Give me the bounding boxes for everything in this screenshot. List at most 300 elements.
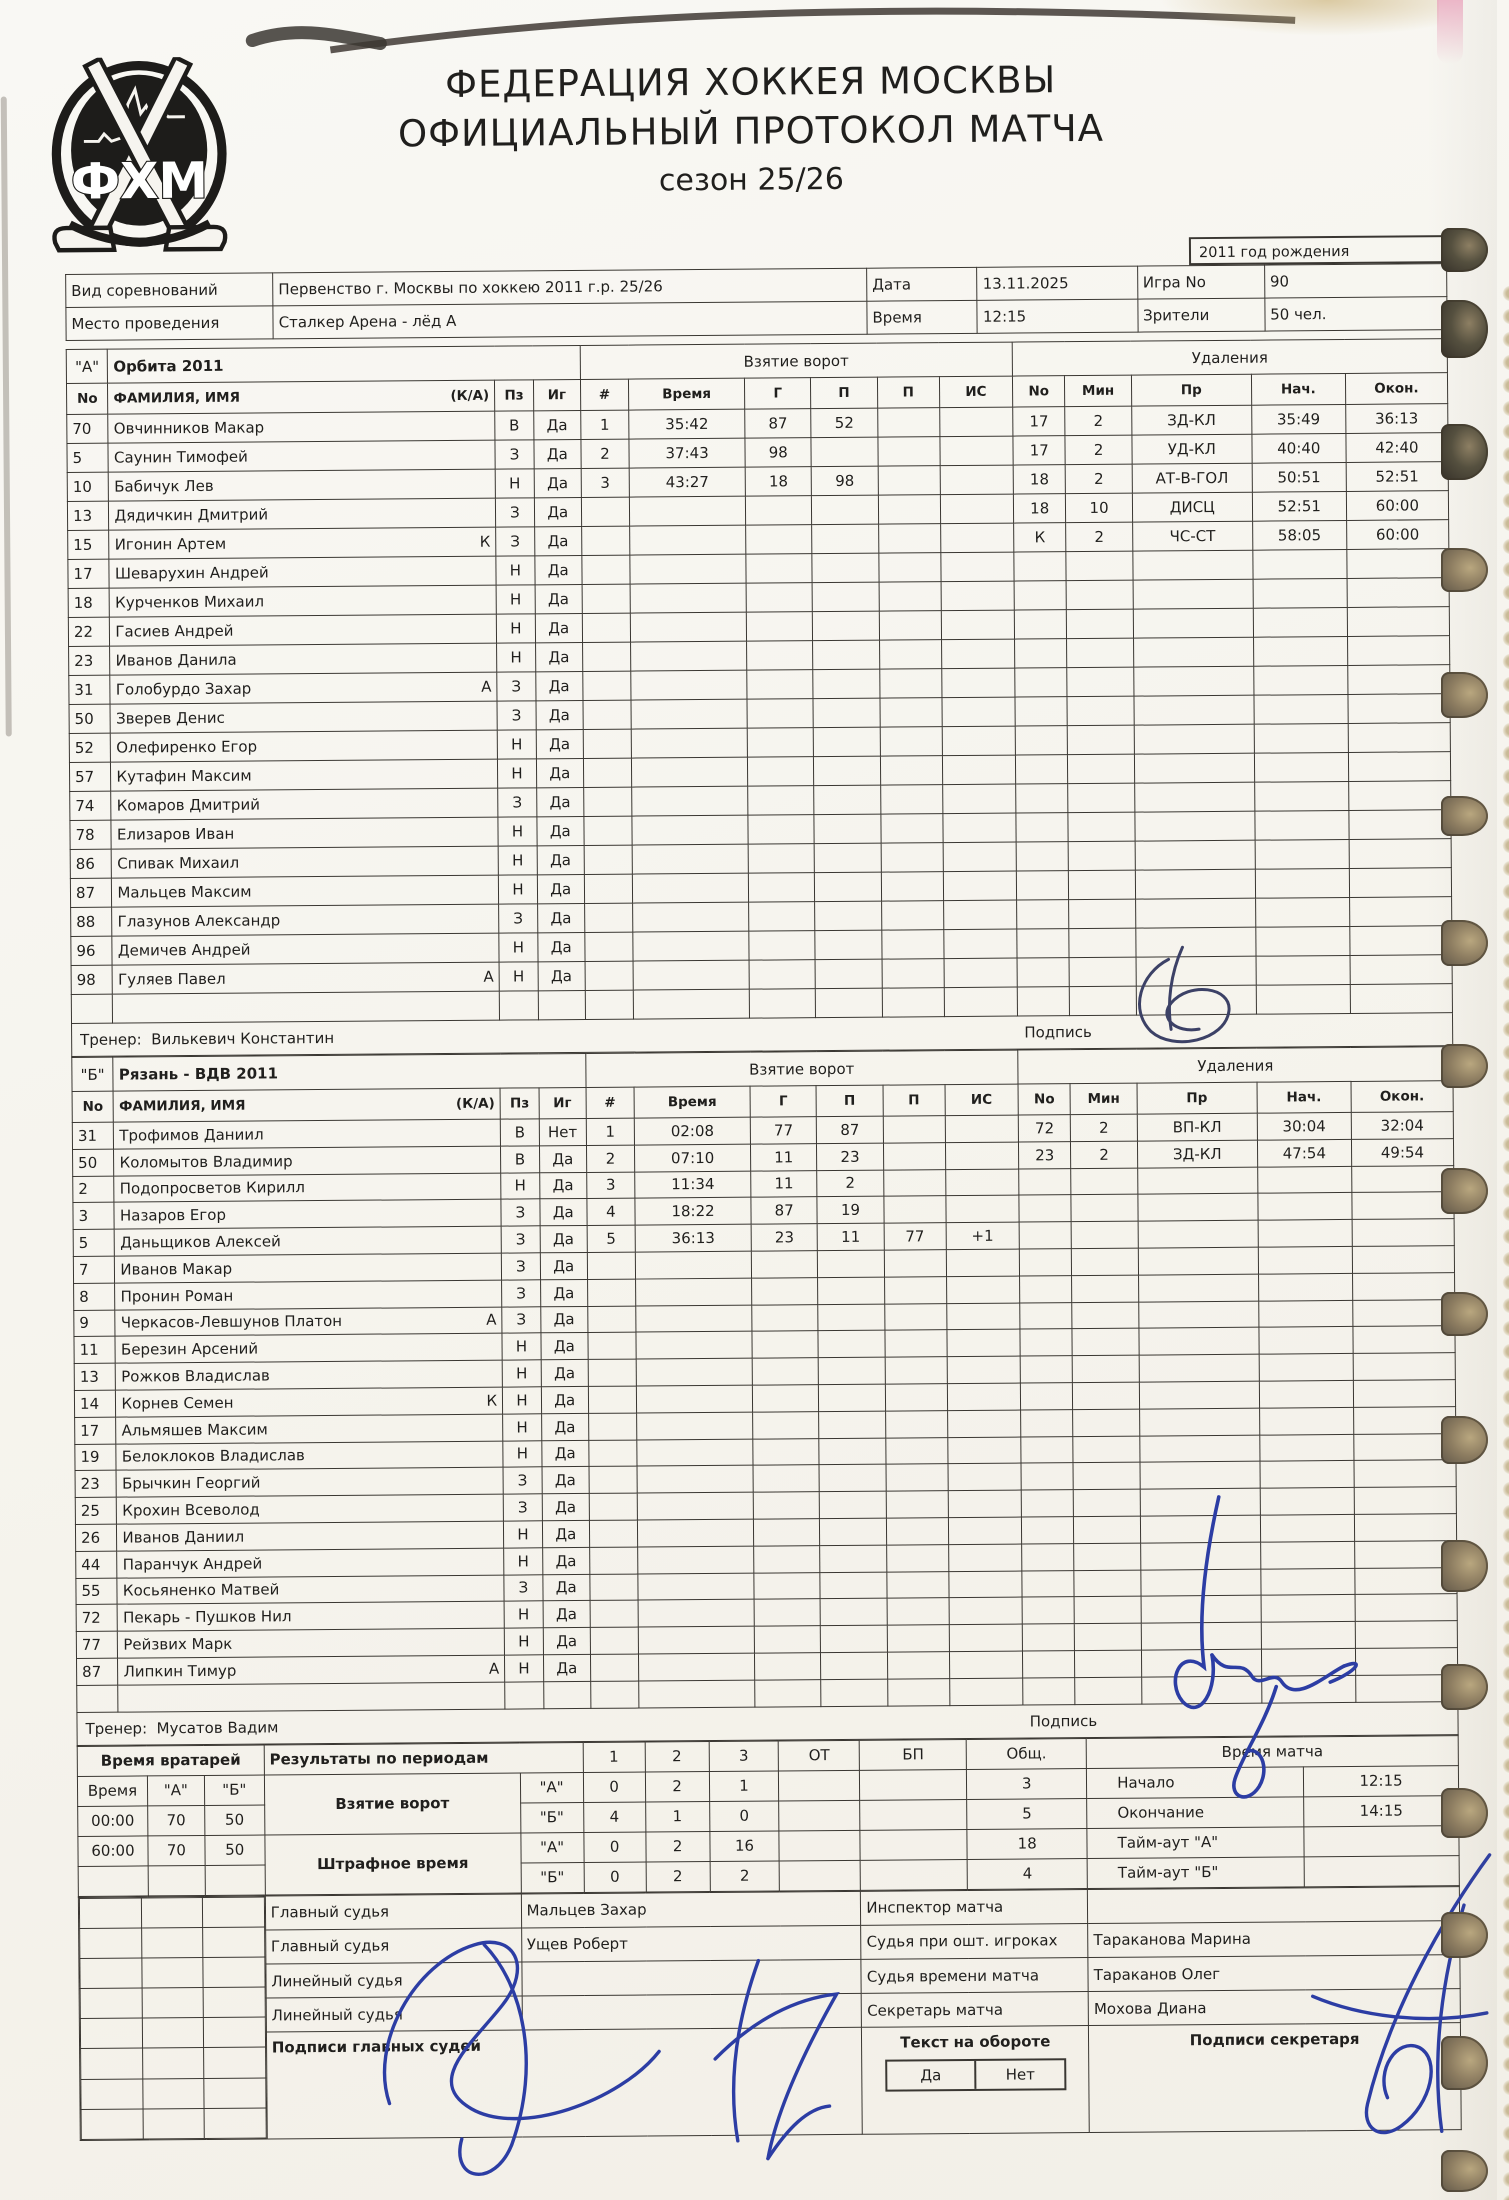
pen-end: 52:51 bbox=[1346, 462, 1448, 492]
goal-assist2 bbox=[880, 756, 942, 785]
player-name bbox=[110, 643, 497, 675]
player-pos: Н bbox=[504, 1601, 543, 1628]
time-label: Время bbox=[867, 300, 978, 334]
goal-scorer bbox=[748, 815, 815, 845]
pen-min: 2 bbox=[1066, 522, 1133, 552]
goal-scorer: 87 bbox=[745, 409, 812, 439]
player-played: Да bbox=[536, 758, 583, 787]
goal-assist1: 98 bbox=[811, 466, 878, 496]
player-no: 98 bbox=[71, 965, 113, 994]
player-name-text: Корнев Семен bbox=[121, 1393, 234, 1413]
goal-is bbox=[948, 1437, 1021, 1464]
pen-code bbox=[1133, 637, 1253, 667]
player-played: Да bbox=[542, 1520, 589, 1547]
goal-time bbox=[633, 931, 749, 961]
pen-code bbox=[1141, 1676, 1261, 1704]
goal-time bbox=[638, 1546, 754, 1574]
player-name-text: Черкасов-Левшунов Платон bbox=[120, 1312, 343, 1333]
pen-no: 18 bbox=[1013, 465, 1066, 494]
pen-code: ВП-КЛ bbox=[1137, 1113, 1257, 1141]
empty-mini-row bbox=[80, 1957, 265, 1989]
goal-assist1 bbox=[813, 611, 880, 641]
goal-assist2 bbox=[884, 1196, 946, 1223]
results-summary-table bbox=[77, 1735, 1460, 1897]
player-no: 50 bbox=[69, 704, 111, 733]
empty-mini-cell bbox=[141, 1957, 203, 1988]
player-pos: В bbox=[501, 1146, 540, 1173]
goal-time bbox=[638, 1573, 754, 1601]
player-name bbox=[110, 672, 497, 704]
player-pos: Н bbox=[498, 846, 537, 875]
pen-min bbox=[1066, 551, 1133, 581]
player-no: 26 bbox=[75, 1524, 117, 1551]
empty-mini-row bbox=[80, 1927, 265, 1959]
pen-b-p3: 2 bbox=[710, 1860, 780, 1891]
goal-num bbox=[587, 1252, 636, 1279]
player-name-text: Саунин Тимофей bbox=[113, 447, 248, 467]
goal-time bbox=[635, 1251, 751, 1279]
goal-time bbox=[639, 1653, 755, 1681]
col-no: No bbox=[66, 383, 108, 414]
goal-assist1: 11 bbox=[817, 1223, 883, 1250]
goal-scorer bbox=[745, 496, 812, 526]
goal-assist2 bbox=[879, 582, 941, 611]
pen-code: ЗД-КЛ bbox=[1131, 405, 1251, 435]
player-played: Да bbox=[540, 1226, 587, 1253]
goal-assist2 bbox=[880, 698, 942, 727]
pen-start bbox=[1254, 752, 1348, 782]
player-name bbox=[117, 1575, 504, 1605]
player-no: 7 bbox=[73, 1256, 115, 1283]
goal-assist2 bbox=[885, 1357, 947, 1384]
goal-time bbox=[631, 670, 747, 700]
goal-assist1: 52 bbox=[811, 408, 878, 438]
goal-scorer bbox=[754, 1545, 820, 1572]
pen-code bbox=[1139, 1328, 1259, 1356]
player-played: Да bbox=[541, 1333, 588, 1360]
goal-is bbox=[943, 871, 1016, 901]
pen-no bbox=[1016, 871, 1069, 900]
player-no: 17 bbox=[68, 559, 110, 588]
player-name-text: Брычкин Георгий bbox=[121, 1473, 261, 1493]
goal-scorer bbox=[748, 786, 815, 816]
goal-scorer bbox=[747, 699, 814, 729]
corner-smudge-artifact bbox=[1159, 0, 1439, 36]
empty-mini-cell bbox=[80, 1928, 142, 1959]
goalie-a-3 bbox=[148, 1865, 205, 1895]
document-header bbox=[300, 55, 1201, 203]
player-pos bbox=[505, 1682, 544, 1709]
pen-code bbox=[1139, 1408, 1259, 1436]
player-name bbox=[115, 1307, 502, 1337]
goal-scorer bbox=[746, 554, 813, 584]
pen-a-p3: 16 bbox=[709, 1830, 779, 1861]
player-played: Да bbox=[538, 961, 585, 990]
player-pos: З bbox=[497, 701, 536, 730]
player-name bbox=[112, 962, 499, 994]
goal-time: 07:10 bbox=[635, 1144, 751, 1172]
goal-num: 3 bbox=[586, 1172, 635, 1199]
pen-min bbox=[1074, 1516, 1140, 1543]
goal-is bbox=[941, 610, 1014, 640]
goal-scorer bbox=[747, 728, 814, 758]
player-played: Да bbox=[534, 497, 581, 526]
pen-no bbox=[1021, 1517, 1074, 1544]
goal-assist1: 19 bbox=[817, 1197, 883, 1224]
pen-a-total: 18 bbox=[967, 1828, 1087, 1859]
goal-is bbox=[939, 407, 1012, 437]
player-played: Да bbox=[536, 787, 583, 816]
player-played: Да bbox=[541, 1306, 588, 1333]
player-name-text: Подопросветов Кирилл bbox=[119, 1178, 306, 1199]
pen-min bbox=[1073, 1355, 1139, 1382]
player-played: Да bbox=[535, 613, 582, 642]
pen-min: 2 bbox=[1071, 1114, 1137, 1141]
player-played: Да bbox=[543, 1601, 590, 1628]
goal-assist2 bbox=[881, 930, 943, 959]
goal-assist1 bbox=[812, 553, 879, 583]
pen-min bbox=[1068, 754, 1135, 784]
pen-min bbox=[1068, 783, 1135, 813]
goal-time bbox=[638, 1599, 754, 1627]
player-no: 9 bbox=[74, 1310, 116, 1337]
goals-a-p1: 0 bbox=[583, 1772, 645, 1802]
col-p2: П bbox=[883, 1085, 945, 1116]
player-pos: З bbox=[502, 1280, 541, 1307]
goal-assist1 bbox=[821, 1679, 887, 1706]
goal-assist2 bbox=[886, 1464, 948, 1491]
pen-no bbox=[1015, 668, 1068, 697]
pen-code bbox=[1135, 898, 1255, 928]
goal-num: 1 bbox=[586, 1118, 635, 1145]
federation-title: ФЕДЕРАЦИЯ ХОККЕЯ МОСКВЫ bbox=[444, 58, 1057, 107]
pen-start bbox=[1261, 1648, 1355, 1676]
player-name bbox=[109, 469, 496, 501]
goal-num bbox=[582, 584, 631, 613]
pen-min bbox=[1072, 1275, 1138, 1302]
goal-scorer bbox=[747, 757, 814, 787]
pen-a-p2: 2 bbox=[645, 1831, 709, 1862]
pen-no bbox=[1022, 1543, 1075, 1570]
spectators-label: Зрители bbox=[1137, 298, 1264, 332]
goal-assist2 bbox=[885, 1384, 947, 1411]
goal-time bbox=[637, 1492, 753, 1520]
col-pend: Окон. bbox=[1345, 373, 1448, 405]
goal-assist2 bbox=[877, 408, 939, 437]
goal-assist2 bbox=[887, 1625, 949, 1652]
player-pos: З bbox=[501, 1226, 540, 1253]
player-name-text: Рожков Владислав bbox=[121, 1366, 270, 1386]
player-no: 3 bbox=[73, 1203, 115, 1230]
pen-min bbox=[1069, 899, 1136, 929]
goalie-b-col-header: "Б" bbox=[204, 1775, 264, 1805]
goal-time bbox=[636, 1332, 752, 1360]
goal-is bbox=[946, 1276, 1019, 1303]
player-played: Нет bbox=[539, 1118, 586, 1145]
goal-assist1 bbox=[811, 437, 878, 467]
goal-assist1 bbox=[820, 1545, 886, 1572]
player-pos: Н bbox=[495, 469, 534, 498]
player-name bbox=[117, 1548, 504, 1578]
player-ka-mark: А bbox=[486, 1311, 497, 1330]
goals-b-so bbox=[860, 1799, 967, 1830]
pen-no bbox=[1019, 1222, 1072, 1249]
player-name-text: Иванов Даниил bbox=[122, 1527, 245, 1547]
goals-section-header: Взятие ворот bbox=[585, 1050, 1017, 1087]
pen-code bbox=[1139, 1381, 1259, 1409]
goal-time bbox=[632, 844, 748, 874]
player-no: 70 bbox=[67, 414, 109, 443]
team-name: Орбита 2011 bbox=[108, 345, 581, 383]
goal-time bbox=[638, 1626, 754, 1654]
pen-start: 58:05 bbox=[1252, 520, 1346, 550]
col-name bbox=[113, 1088, 500, 1122]
goal-time bbox=[630, 525, 746, 555]
goals-b-total: 5 bbox=[967, 1798, 1087, 1829]
player-name-text: Белоклоков Владислав bbox=[121, 1446, 305, 1467]
pen-start bbox=[1254, 781, 1348, 811]
goal-num bbox=[587, 1306, 636, 1333]
goal-assist2 bbox=[881, 872, 943, 901]
player-name bbox=[110, 585, 497, 617]
pen-start bbox=[1261, 1595, 1355, 1623]
pen-min bbox=[1070, 986, 1137, 1016]
player-pos: Н bbox=[501, 1172, 540, 1199]
pen-min bbox=[1069, 870, 1136, 900]
goal-is bbox=[944, 987, 1017, 1017]
logo-text: ФХМ bbox=[70, 151, 209, 211]
goal-assist1 bbox=[814, 843, 881, 873]
goal-num bbox=[582, 642, 631, 671]
goal-num bbox=[589, 1547, 638, 1574]
goal-assist2 bbox=[883, 1116, 945, 1143]
goal-assist1 bbox=[812, 495, 879, 525]
player-name-text: Кутафин Максим bbox=[116, 766, 252, 786]
birth-year-note: 2011 год рождения bbox=[1189, 235, 1447, 265]
pen-start: 52:51 bbox=[1252, 491, 1346, 521]
empty-mini-cell bbox=[203, 2017, 265, 2048]
goal-num bbox=[583, 729, 632, 758]
player-pos: Н bbox=[502, 1360, 541, 1387]
timeout-b-label: Тайм-аут "Б" bbox=[1087, 1856, 1304, 1888]
pen-start: 40:40 bbox=[1252, 433, 1346, 463]
player-name-text: Елизаров Иван bbox=[116, 824, 235, 844]
pen-start: 50:51 bbox=[1252, 462, 1346, 492]
goal-num bbox=[590, 1627, 639, 1654]
pen-code bbox=[1138, 1194, 1258, 1222]
player-name-text: Зверев Денис bbox=[115, 708, 225, 728]
pen-min bbox=[1075, 1623, 1141, 1650]
yes-option: Да bbox=[887, 2061, 977, 2090]
goal-num bbox=[585, 961, 634, 990]
empty-mini-cell bbox=[203, 1987, 265, 2018]
player-no: 10 bbox=[67, 472, 109, 501]
goal-scorer: 77 bbox=[750, 1117, 816, 1144]
pen-code bbox=[1141, 1569, 1261, 1597]
player-played: Да bbox=[534, 468, 581, 497]
goal-scorer: 11 bbox=[751, 1170, 817, 1197]
player-played: Да bbox=[543, 1574, 590, 1601]
empty-mini-row bbox=[81, 2078, 266, 2110]
player-pos: З bbox=[496, 527, 535, 556]
empty-mini-row bbox=[81, 2108, 266, 2140]
team-code: "Б" bbox=[72, 1057, 114, 1091]
goal-scorer: 87 bbox=[751, 1197, 817, 1224]
period-2-header: 2 bbox=[645, 1741, 709, 1772]
goal-assist2 bbox=[880, 785, 942, 814]
start-label: Начало bbox=[1087, 1766, 1304, 1798]
goal-is bbox=[942, 755, 1015, 785]
pen-code bbox=[1138, 1247, 1258, 1275]
pen-end: 49:54 bbox=[1351, 1138, 1453, 1166]
pen-start bbox=[1256, 926, 1350, 956]
goal-time: 18:22 bbox=[635, 1198, 751, 1226]
time-value: 12:15 bbox=[977, 299, 1137, 333]
pen-no bbox=[1014, 610, 1067, 639]
goal-time bbox=[629, 496, 745, 526]
goalie-times-header: Время вратарей bbox=[77, 1745, 264, 1776]
pen-start bbox=[1259, 1327, 1353, 1355]
player-played: Да bbox=[536, 671, 583, 700]
empty-mini-cell bbox=[81, 2109, 143, 2140]
col-ig: Иг bbox=[533, 379, 580, 410]
player-name-text: Березин Арсений bbox=[120, 1339, 259, 1359]
pen-start bbox=[1261, 1568, 1355, 1596]
goal-time bbox=[631, 699, 747, 729]
coach-a-signature-label: Подпись bbox=[1024, 1022, 1092, 1042]
goal-assist1 bbox=[820, 1491, 886, 1518]
empty-mini-cell bbox=[80, 2018, 142, 2049]
col-pno: No bbox=[1012, 376, 1065, 407]
col-pmin: Мин bbox=[1070, 1083, 1137, 1115]
goal-assist1 bbox=[813, 669, 880, 699]
goal-assist2 bbox=[885, 1437, 947, 1464]
goalie-b-1: 50 bbox=[204, 1805, 264, 1835]
pen-start bbox=[1255, 810, 1349, 840]
goals-by-period-label: Взятие ворот bbox=[264, 1773, 520, 1835]
goal-time bbox=[637, 1412, 753, 1440]
pen-start bbox=[1258, 1273, 1352, 1301]
goal-assist1 bbox=[820, 1572, 886, 1599]
pen-start bbox=[1260, 1541, 1354, 1569]
competition-value: Первенство г. Москвы по хоккею 2011 г.р. 25/26 bbox=[273, 268, 867, 306]
player-name bbox=[114, 1119, 501, 1149]
player-played: Да bbox=[541, 1413, 588, 1440]
player-no bbox=[71, 994, 113, 1023]
player-pos: З bbox=[495, 440, 534, 469]
player-name-text: Паранчук Андрей bbox=[122, 1554, 263, 1574]
goal-time bbox=[630, 583, 746, 613]
pen-start bbox=[1259, 1380, 1353, 1408]
goal-scorer bbox=[748, 873, 815, 903]
goal-scorer bbox=[746, 612, 813, 642]
pen-no bbox=[1020, 1302, 1073, 1329]
empty-mini-row bbox=[81, 2047, 266, 2079]
player-name-text: Олефиренко Егор bbox=[116, 737, 258, 757]
goal-is bbox=[949, 1651, 1022, 1678]
goalie-b-3 bbox=[205, 1865, 265, 1895]
pen-no bbox=[1017, 900, 1070, 929]
pen-code bbox=[1136, 956, 1256, 986]
goal-assist2 bbox=[878, 524, 940, 553]
empty-mini-cell bbox=[81, 2048, 143, 2079]
goal-num bbox=[583, 700, 632, 729]
competition-info-table bbox=[65, 263, 1447, 341]
fhm-logo bbox=[46, 57, 232, 262]
secretary-signature-cell: Подписи секретаря bbox=[1089, 2023, 1462, 2133]
goal-num bbox=[581, 526, 630, 555]
player-no: 23 bbox=[75, 1471, 117, 1498]
player-name bbox=[110, 614, 497, 646]
period-1-header: 1 bbox=[583, 1742, 645, 1772]
player-name-text: Липкин Тимур bbox=[123, 1661, 237, 1681]
pen-min bbox=[1067, 667, 1134, 697]
team-name: Рязань - ВДВ 2011 bbox=[113, 1053, 586, 1091]
empty-mini-cell bbox=[204, 2108, 266, 2139]
player-name bbox=[118, 1628, 505, 1658]
pen-b-p1: 0 bbox=[584, 1862, 646, 1892]
pen-no: 18 bbox=[1013, 494, 1066, 523]
pen-no bbox=[1014, 552, 1067, 581]
pen-min bbox=[1074, 1543, 1140, 1570]
secretary-name: Мохова Диана bbox=[1088, 1989, 1460, 2026]
goal-time bbox=[631, 728, 747, 758]
empty-mini-cell bbox=[203, 1957, 265, 1988]
goal-is bbox=[941, 639, 1014, 669]
pen-code bbox=[1141, 1622, 1261, 1650]
player-name-text: Крохин Всеволод bbox=[122, 1500, 260, 1520]
goal-assist2 bbox=[882, 988, 944, 1017]
goal-assist2 bbox=[884, 1250, 946, 1277]
col-ka-label: (К/А) bbox=[455, 1095, 495, 1112]
pen-end: 60:00 bbox=[1346, 520, 1448, 550]
pen-no bbox=[1020, 1329, 1073, 1356]
player-played: Да bbox=[534, 439, 581, 468]
player-name bbox=[118, 1682, 505, 1712]
goal-time bbox=[636, 1385, 752, 1413]
pen-end: 36:13 bbox=[1345, 404, 1447, 434]
player-played: Да bbox=[542, 1494, 589, 1521]
empty-mini-row bbox=[80, 2017, 265, 2049]
referee-2-name: Ущев Роберт bbox=[521, 1925, 861, 1962]
pen-start bbox=[1258, 1193, 1352, 1221]
goal-time bbox=[631, 757, 747, 787]
col-time: Время bbox=[629, 378, 745, 410]
goal-is bbox=[940, 523, 1013, 553]
player-played: Да bbox=[541, 1360, 588, 1387]
player-no: 2 bbox=[73, 1176, 115, 1203]
pen-b-total: 4 bbox=[967, 1858, 1087, 1889]
goal-time bbox=[636, 1358, 752, 1386]
goal-num bbox=[589, 1520, 638, 1547]
player-pos: З bbox=[501, 1253, 540, 1280]
referee-2-label: Главный судья bbox=[265, 1928, 521, 1964]
player-pos: Н bbox=[504, 1548, 543, 1575]
pen-code bbox=[1140, 1515, 1260, 1543]
goal-time bbox=[633, 960, 749, 990]
goal-scorer bbox=[747, 641, 814, 671]
penalty-minutes-label: Штрафное время bbox=[265, 1833, 521, 1895]
protocol-title: ОФИЦИАЛЬНЫЙ ПРОТОКОЛ МАТЧА bbox=[397, 106, 1105, 156]
player-pos: Н bbox=[497, 643, 536, 672]
linesman-1-name bbox=[521, 1959, 861, 1996]
penalties-section-header: Удаления bbox=[1018, 1047, 1453, 1084]
goal-assist1: 23 bbox=[817, 1143, 883, 1170]
player-name bbox=[115, 1253, 502, 1283]
goal-time bbox=[633, 989, 749, 1019]
pen-a-so bbox=[860, 1829, 967, 1860]
player-no: 78 bbox=[70, 820, 112, 849]
